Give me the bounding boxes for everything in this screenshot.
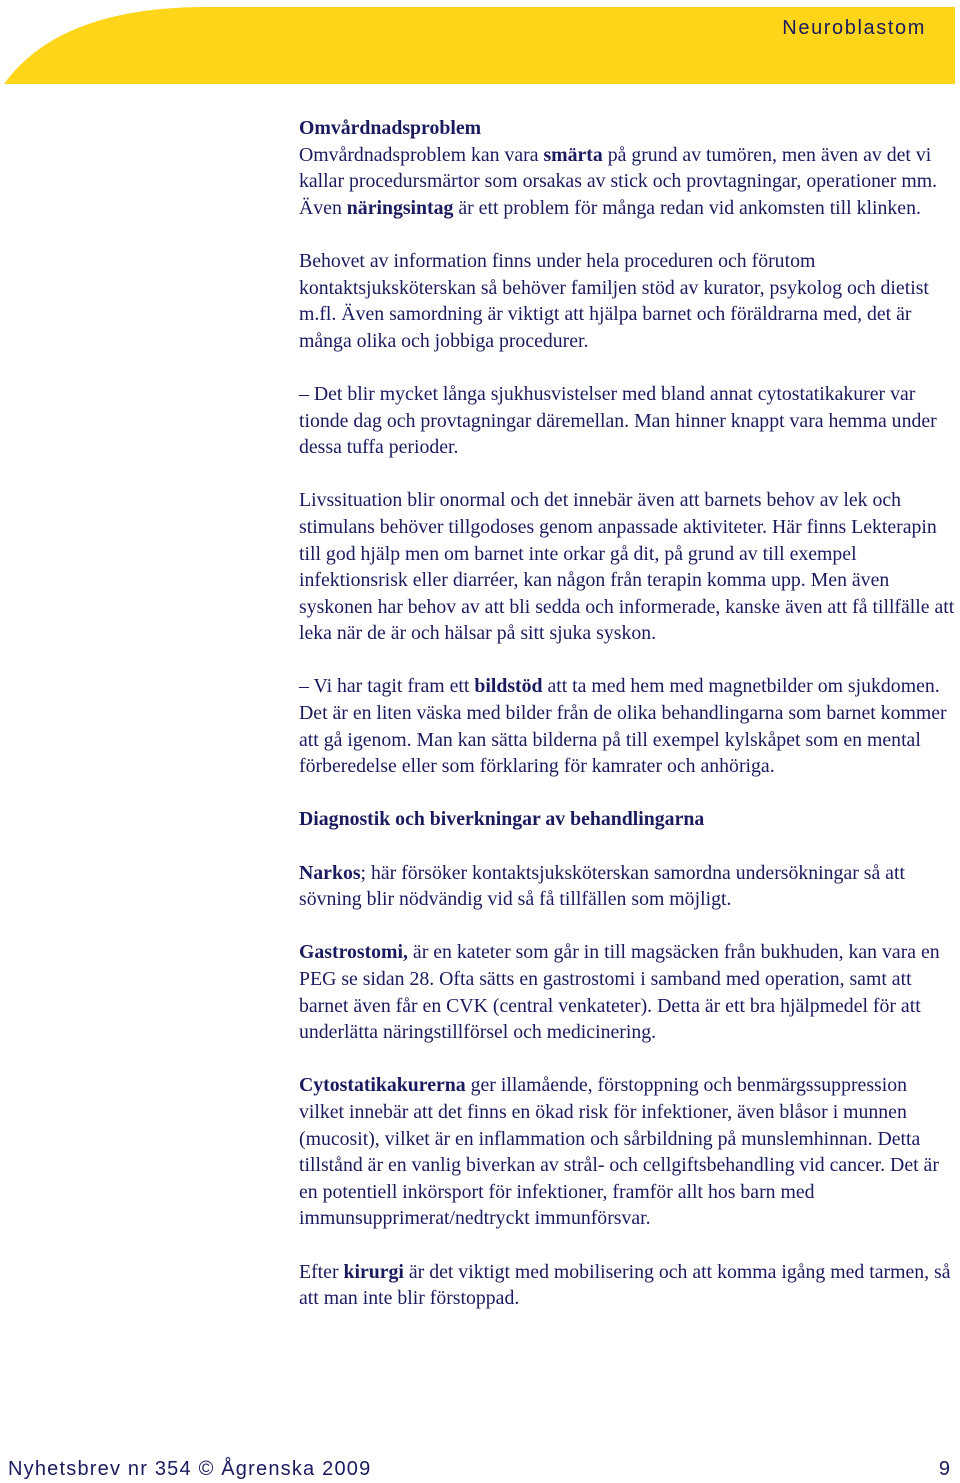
paragraph-gastrostomi: Gastrostomi, är en kateter som går in till magsäcken från bukhuden, kan vara en PEG se sidan 28. Ofta sätts en gastrostomi i samband med operation, samt att barnet även får en CVK (central venkateter). Detta är ett bra hjälpmedel för att underlätta näringstillförsel och medicinering. xyxy=(299,941,940,1044)
article-body xyxy=(299,115,955,1338)
paragraph-bildstod: – Vi har tagit fram ett bildstöd att ta med hem med magnetbilder om sjukdomen. Det är en liten väska med bilder från de olika behandlingarna som barnet kommer att gå igenom. Man kan sätta bilderna på till exempel kylskåpet som en mental förberedelse eller som förklaring för kamrater och anhöriga. xyxy=(299,675,947,778)
paragraph-sjukhusvistelser: – Det blir mycket långa sjukhusvistelser med bland annat cytostatikakurer var tionde dag och provtagningar däremellan. Man hinner knappt vara hemma under dessa tuffa perioder. xyxy=(299,382,937,459)
footer-publication: Nyhetsbrev nr 354 © Ågrenska 2009 xyxy=(8,1458,372,1480)
paragraph-livssituation: Livssituation blir onormal och det innebär även att barnets behov av lek och stimulans behöver tillgodoses genom anpassade aktiviteter. Här finns Lekterapin till god hjälp men om barnet inte orkar gå dit, på grund av till exempel infektionsrisk eller diarréer, kan någon från terapin komma upp. Men även syskonen har behov av att bli sedda och informerade, kanske även att få tillfälle att leka när de är och hälsar på sitt sjuka syskon. xyxy=(299,489,955,645)
header-band-shape xyxy=(0,0,960,84)
paragraph-narkos: Narkos; här försöker kontaktsjuksköterskan samordna undersökningar så att sövning blir nödvändig vid så få tillfällen som möjligt. xyxy=(299,861,905,911)
header-band xyxy=(0,0,960,84)
section-heading-diagnostik: Diagnostik och biverkningar av behandlingarna xyxy=(299,808,705,831)
paragraph-kirurgi: Efter kirurgi är det viktigt med mobilisering och att komma igång med tarmen, så att man inte blir förstoppad. xyxy=(299,1260,951,1310)
paragraph-cytostatika: Cytostatikakurerna ger illamående, förstoppning och benmärgssuppression vilket innebär att det finns en ökad risk för infektioner, även blåsor i munnen (mucosit), vilket är en inflammation och sårbildning på munslemhinnan. Detta tillstånd är en vanlig biverkan av strål- och cellgiftsbehandling vid cancer. Det är en potentiell inkörsport för infektioner, framför allt hos barn med immunsupprimerat/nedtryckt immunförsvar. xyxy=(299,1074,939,1230)
paragraph-omvardnad-intro: Omvårdnadsproblem kan vara smärta på grund av tumören, men även av det vi kallar procedursmärtor som orsakas av stick och provtagningar, operationer mm. Även näringsintag är ett problem för många redan vid ankomsten till klinken. xyxy=(299,143,938,219)
header-title: Neuroblastom xyxy=(782,17,926,39)
paragraph-information: Behovet av information finns under hela proceduren och förutom kontaktsjuksköterskan så behöver familjen stöd av kurator, psykolog och dietist m.fl. Även samordning är viktigt att hjälpa barnet och föräldrarna med, det är många olika och jobbiga procedurer. xyxy=(299,249,929,352)
section-heading-omvardnadsproblem: Omvårdnadsproblem xyxy=(299,117,482,139)
page-number: 9 xyxy=(938,1458,950,1480)
